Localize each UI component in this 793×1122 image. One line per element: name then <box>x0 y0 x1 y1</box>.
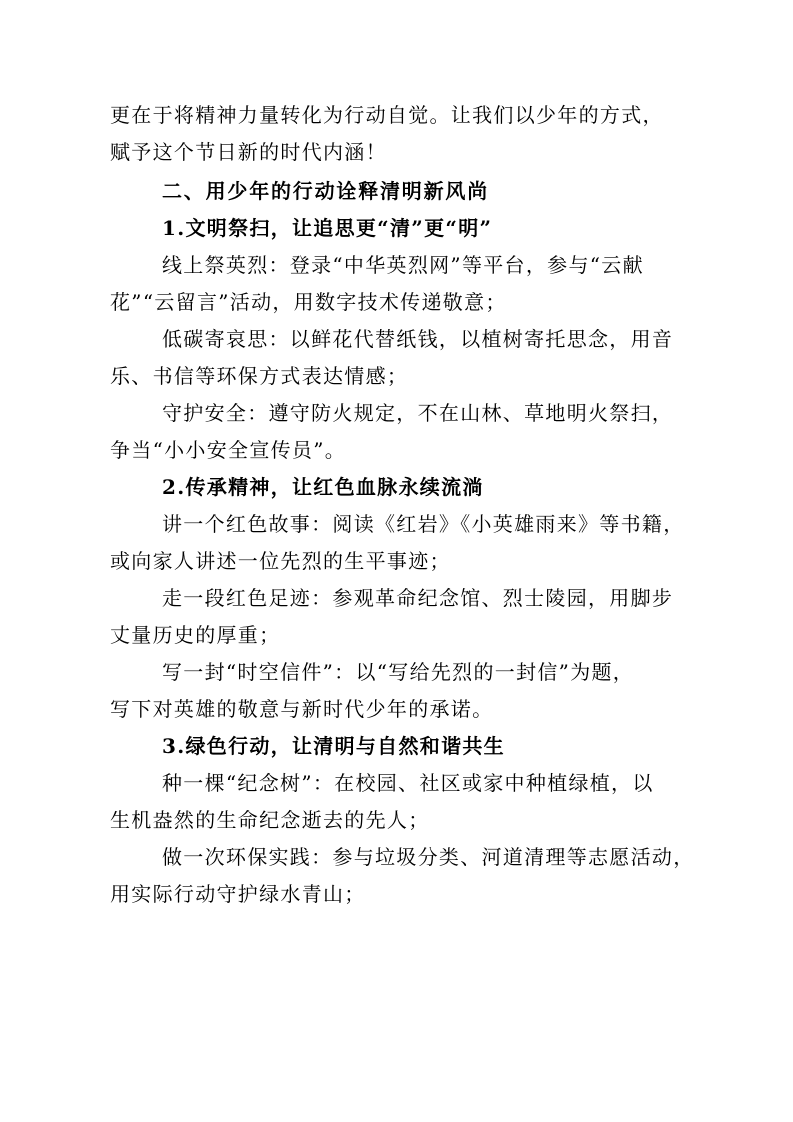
subsection-1-title: 1.文明祭扫，让追思更“清”更“明” <box>162 216 493 240</box>
subsection-3-title: 3.绿色行动，让清明与自然和谐共生 <box>162 734 505 758</box>
paragraph-3-1-line-2: 生机盎然的生命纪念逝去的先人； <box>110 808 430 832</box>
intro-line-2: 赋予这个节日新的时代内涵！ <box>110 140 387 164</box>
paragraph-1-3-line-1: 守护安全：遵守防火规定，不在山林、草地明火祭扫， <box>162 401 674 425</box>
paragraph-2-2-line-1: 走一段红色足迹：参观革命纪念馆、烈士陵园，用脚步 <box>162 586 674 610</box>
paragraph-3-1-line-1: 种一棵“纪念树”：在校园、社区或家中种植绿植，以 <box>162 771 654 795</box>
paragraph-1-1-line-2: 花”“云留言”活动，用数字技术传递敬意； <box>110 290 507 314</box>
paragraph-1-2-line-1: 低碳寄哀思：以鲜花代替纸钱，以植树寄托思念，用音 <box>162 327 674 351</box>
paragraph-3-2-line-1: 做一次环保实践：参与垃圾分类、河道清理等志愿活动， <box>162 845 695 869</box>
paragraph-2-2-line-2: 丈量历史的厚重； <box>110 623 281 647</box>
paragraph-1-3-line-2: 争当“小小安全宣传员”。 <box>110 438 347 462</box>
paragraph-3-2-line-2: 用实际行动守护绿水青山； <box>110 882 366 906</box>
paragraph-2-1-line-1: 讲一个红色故事：阅读《红岩》《小英雄雨来》等书籍， <box>162 512 685 536</box>
section-title: 二、用少年的行动诠释清明新风尚 <box>162 179 489 203</box>
paragraph-1-2-line-2: 乐、书信等环保方式表达情感； <box>110 364 409 388</box>
intro-line-1: 更在于将精神力量转化为行动自觉。让我们以少年的方式， <box>110 103 664 127</box>
paragraph-1-1-line-1: 线上祭英烈：登录“中华英烈网”等平台，参与“云献 <box>162 253 644 277</box>
subsection-2-title: 2.传承精神，让红色血脉永续流淌 <box>162 475 484 499</box>
paragraph-2-3-line-2: 写下对英雄的敬意与新时代少年的承诺。 <box>110 697 494 721</box>
document-body <box>110 97 695 913</box>
paragraph-2-1-line-2: 或向家人讲述一位先烈的生平事迹； <box>110 549 451 573</box>
paragraph-2-3-line-1: 写一封“时空信件”：以“写给先烈的一封信”为题， <box>162 660 635 684</box>
